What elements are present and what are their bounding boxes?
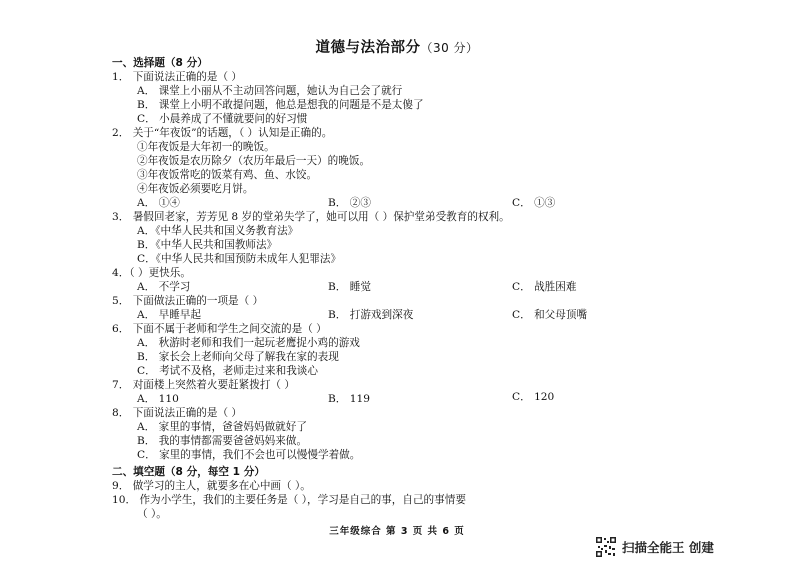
question-3-option-a: A．《中华人民共和国义务教育法》	[137, 225, 299, 237]
question-2-option-c: C． ①③	[512, 197, 556, 209]
question-7-stem: 7． 对面楼上突然着火要赶紧拨打（ ）	[112, 379, 295, 391]
question-1-option-a: A． 课堂上小丽从不主动回答问题，她认为自己会了就行	[137, 85, 403, 97]
question-3-option-b: B．《中华人民共和国教师法》	[137, 239, 278, 251]
question-6-option-b: B． 家长会上老师向父母了解我在家的表现	[137, 351, 339, 363]
question-1-option-b: B． 课堂上小明不敢提问题，他总是想我的问题是不是太傻了	[137, 99, 424, 111]
qr-code-icon	[595, 536, 617, 558]
question-2-option-b: B． ②③	[328, 197, 371, 209]
question-5-option-a: A． 早睡早起	[137, 309, 201, 321]
question-4-stem: 4．（ ）更快乐。	[112, 267, 191, 279]
question-10-line-1: 10． 作为小学生，我们的主要任务是（ ），学习是自己的事，自己的事情要	[112, 494, 466, 506]
question-9-stem: 9． 做学习的主人，就要多在心中画（ ）。	[112, 480, 311, 492]
question-6-option-c: C． 考试不及格，老师走过来和我谈心	[137, 365, 318, 377]
question-2-statement-3: ③年夜饭常吃的饭菜有鸡、鱼、水饺。	[137, 169, 318, 181]
question-3-stem: 3． 暑假回老家，芳芳见 8 岁的堂弟失学了，她可以用（ ）保护堂弟受教育的权利。	[112, 211, 510, 223]
page-title	[0, 36, 794, 57]
question-2-stem: 2． 关于“年夜饭”的话题，（ ）认知是正确的。	[112, 127, 333, 139]
question-4-option-b: B． 睡觉	[328, 281, 371, 293]
question-6-option-a: A． 秋游时老师和我们一起玩老鹰捉小鸡的游戏	[137, 337, 360, 349]
question-7-option-a: A． 110	[137, 393, 179, 405]
question-7-option-c: C． 120	[512, 391, 555, 403]
page-footer: 三年级综合 第 3 页 共 6 页	[329, 526, 465, 537]
question-8-option-c: C． 家里的事情，我们不会也可以慢慢学着做。	[137, 449, 361, 461]
section-heading-choice: 一、选择题（8 分）	[112, 57, 208, 69]
question-8-option-b: B． 我的事情都需要爸爸妈妈来做。	[137, 435, 308, 447]
question-10-line-2: （ ）。	[137, 508, 167, 520]
question-1-stem: 1． 下面说法正确的是（ ）	[112, 71, 243, 83]
section-heading-fill: 二、填空题（8 分，每空 1 分）	[112, 466, 265, 478]
question-8-option-a: A． 家里的事情，爸爸妈妈做就好了	[137, 421, 307, 433]
question-1-option-c: C． 小晨养成了不懂就要问的好习惯	[137, 113, 308, 125]
question-8-stem: 8． 下面说法正确的是（ ）	[112, 407, 243, 419]
question-5-option-c: C． 和父母顶嘴	[512, 309, 588, 321]
question-5-option-b: B． 打游戏到深夜	[328, 309, 414, 321]
question-3-option-c: C．《中华人民共和国预防未成年人犯罪法》	[137, 253, 342, 265]
question-2-option-a: A． ①④	[137, 197, 180, 209]
question-4-option-c: C． 战胜困难	[512, 281, 577, 293]
question-6-stem: 6． 下面不属于老师和学生之间交流的是（ ）	[112, 323, 327, 335]
question-2-statement-1: ①年夜饭是大年初一的晚饭。	[137, 141, 275, 153]
question-4-option-a: A． 不学习	[137, 281, 191, 293]
question-2-statement-2: ②年夜饭是农历除夕（农历年最后一天）的晚饭。	[137, 155, 371, 167]
question-5-stem: 5． 下面做法正确的一项是（ ）	[112, 295, 264, 307]
title-text: 道德与法治部分	[315, 40, 421, 56]
title-score: （30 分）	[420, 41, 479, 55]
question-7-option-b: B． 119	[328, 393, 370, 405]
question-2-statement-4: ④年夜饭必须要吃月饼。	[137, 183, 254, 195]
scanner-watermark: 扫描全能王 创建	[622, 540, 714, 555]
